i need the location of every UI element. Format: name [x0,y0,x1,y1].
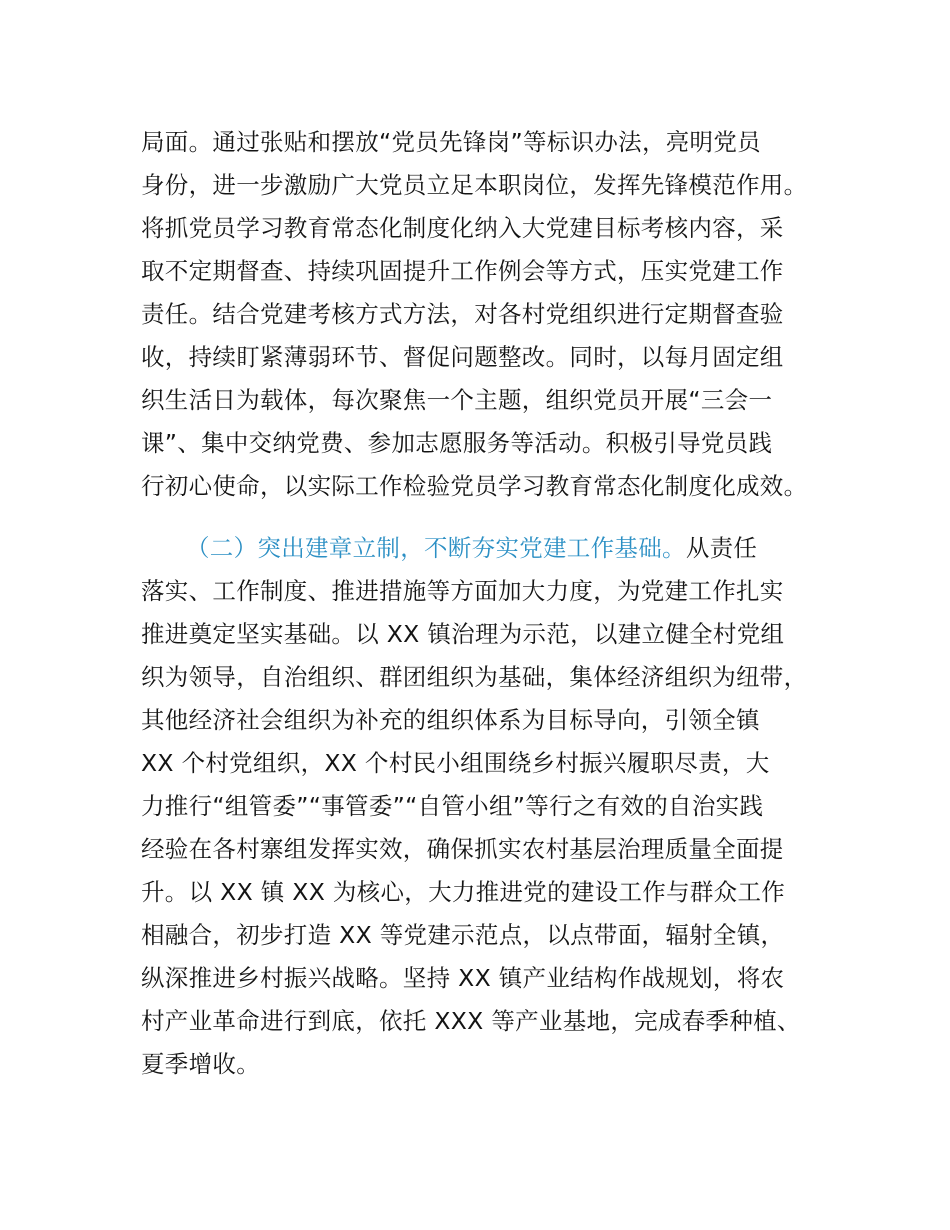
text-line: 升。以 XX 镇 XX 为核心，大力推进党的建设工作与群众工作 [141,878,786,906]
text-line: 落实、工作制度、推进措施等方面加大力度，为党建工作扎实 [141,577,784,605]
text-line: 身份，进一步激励广大党员立足本职岗位，发挥先锋模范作用。 [141,171,808,199]
text-line: 织为领导，自治组织、群团组织为基础，集体经济组织为纽带， [141,663,808,691]
text-line: 其他经济社会组织为补充的组织体系为目标导向，引领全镇 [141,706,760,734]
text-line: 课”、集中交纳党费、参加志愿服务等活动。积极引导党员践 [141,429,773,457]
text-line: 推进奠定坚实基础。以 XX 镇治理为示范，以建立健全村党组 [141,620,785,648]
text-line: 村产业革命进行到底，依托 XXX 等产业基地，完成春季种植、 [141,1007,801,1035]
text-line: 纵深推进乡村振兴战略。坚持 XX 镇产业结构作战规划，将农 [141,964,785,992]
text-line: 收，持续盯紧薄弱环节、督促问题整改。同时，以每月固定组 [141,343,784,371]
text-line: 织生活日为载体，每次聚焦一个主题，组织党员开展“三会一 [141,386,773,414]
text-line-first [186,533,757,563]
text-line: 力推行“组管委”“事管委”“自管小组”等行之有效的自治实践 [141,792,764,820]
text-line: 经验在各村寨组发挥实效，确保抓实农村基层治理质量全面提 [141,835,784,863]
text-line: 将抓党员学习教育常态化制度化纳入大党建目标考核内容，采 [141,214,784,242]
text-line: 局面。通过张贴和摆放“党员先锋岗”等标识办法，亮明党员 [141,128,761,156]
text-line: 夏季增收。 [141,1050,260,1078]
text-line: 相融合，初步打造 XX 等党建示范点，以点带面，辐射全镇， [141,921,785,949]
text-line: 取不定期督查、持续巩固提升工作例会等方式，压实党建工作 [141,257,784,285]
text-line: 行初心使命，以实际工作检验党员学习教育常态化制度化成效。 [141,472,808,500]
text-line: 责任。结合党建考核方式方法，对各村党组织进行定期督查验 [141,300,784,328]
text-line: XX 个村党组织，XX 个村民小组围绕乡村振兴履职尽责，大 [141,749,770,777]
section-heading: （二）突出建章立制，不断夯实党建工作基础。 [186,534,686,562]
heading-trailing-text: 从责任 [685,534,758,562]
